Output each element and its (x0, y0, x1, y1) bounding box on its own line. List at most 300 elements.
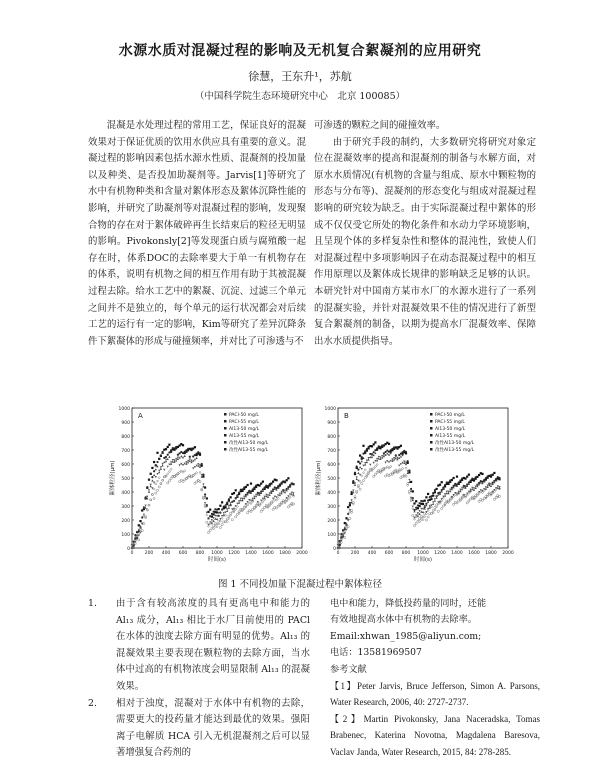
data-point (221, 524, 223, 526)
data-point (425, 496, 427, 498)
data-point (139, 520, 141, 522)
data-point (153, 474, 155, 476)
data-point (371, 445, 373, 447)
data-point (368, 457, 370, 459)
data-point (354, 472, 356, 474)
y-tick-label: 300 (327, 505, 336, 510)
data-point (447, 491, 449, 493)
data-point (150, 473, 152, 475)
data-point (168, 444, 170, 446)
data-point (207, 532, 209, 534)
data-point (184, 470, 186, 472)
data-point (156, 489, 158, 491)
data-point (230, 502, 232, 504)
x-tick-label: 0 (130, 551, 134, 556)
data-point (400, 445, 402, 447)
data-point (487, 475, 489, 477)
data-point (168, 470, 170, 472)
x-tick-label: 1000 (211, 551, 223, 556)
legend-marker (430, 413, 433, 416)
data-point (167, 466, 169, 468)
chart-panel-a (108, 406, 308, 563)
y-tick-label: 900 (327, 421, 336, 426)
data-point (364, 450, 366, 452)
data-point (349, 504, 351, 506)
data-point (277, 497, 279, 499)
data-point (400, 455, 402, 457)
data-point (417, 514, 419, 516)
data-point (386, 460, 388, 462)
data-point (151, 479, 153, 481)
data-point (373, 475, 375, 477)
data-point (267, 494, 269, 496)
data-point (236, 513, 238, 515)
y-tick-label: 500 (327, 477, 336, 482)
paper-title: 水源水质对混凝过程的影响及无机复合絮凝剂的应用研究 (118, 43, 482, 59)
data-point (199, 481, 201, 483)
data-point (187, 448, 189, 450)
data-point (238, 491, 240, 493)
legend-entry: Al13-50 mg/L (435, 427, 466, 432)
data-point (226, 502, 228, 504)
data-point (441, 507, 443, 509)
legend-marker (430, 427, 433, 430)
y-tick-label: 1000 (324, 407, 336, 412)
data-point (459, 489, 461, 491)
left-column (88, 118, 306, 350)
panel-label: A (138, 412, 143, 420)
data-point (398, 454, 400, 456)
data-point (264, 506, 266, 508)
y-tick-label: 100 (327, 533, 336, 538)
references-heading: 参考文献 (330, 663, 367, 675)
data-point (453, 503, 455, 505)
data-point (475, 476, 477, 478)
data-point (490, 483, 492, 485)
x-tick-label: 1200 (228, 551, 240, 556)
data-point (253, 496, 255, 498)
x-tick-label: 400 (161, 551, 171, 556)
data-point (165, 456, 167, 458)
data-point (413, 502, 415, 504)
list-number: 2. (88, 697, 97, 709)
x-tick-label: 800 (401, 551, 411, 556)
data-point (189, 456, 191, 458)
legend-entry: PACl-55 mg/L (435, 420, 465, 425)
data-point (468, 474, 470, 476)
y-tick-label: 700 (121, 449, 130, 454)
data-point (344, 537, 346, 539)
data-point (444, 484, 446, 486)
data-point (470, 479, 472, 481)
data-point (138, 539, 140, 541)
right-paragraph-2: 由于研究手段的制约，大多数研究将研究对象定位在混凝效率的提高和混凝剂的制备与水解方面，对原水水质情况(有机物的含量与组成、原水中颗粒物的形态与分布等)、混凝剂的形态变化与组成对混凝过程影响的研究较为缺乏。由于实际混凝过程中絮体的形成不仅仅受它所处的物化条件和水动力学环境影响，且呈现个体的多样复杂性和整体的混沌性，致使人们对混凝过程中多项影响因子在动态混凝过程中的相互作用原理以及絮体成长规律的影响缺乏足够的认识。本研究针对中国南方某市水厂的水源水进行了一系列的混凝实验，并针对混凝效果不佳的情况进行了新型复合絮凝剂的制备，以期为提高水厂混凝效率、保障出水水质提供指导。 (314, 136, 536, 347)
data-point (434, 498, 436, 500)
data-point (284, 480, 286, 482)
data-point (393, 446, 395, 448)
data-point (473, 478, 475, 480)
data-point (432, 509, 434, 511)
data-point (470, 498, 472, 500)
legend-entry: 改性Al13-50 mg/L (229, 441, 269, 446)
data-point (168, 451, 170, 453)
data-point (410, 500, 412, 502)
x-axis-label: 时间(s) (413, 557, 433, 563)
data-point (361, 483, 363, 485)
data-point (453, 477, 455, 479)
data-point (214, 518, 216, 520)
legend-entry: Al13-55 mg/L (435, 434, 466, 439)
x-tick-label: 1200 (434, 551, 446, 556)
data-point (400, 453, 402, 455)
data-point (219, 505, 221, 507)
data-point (202, 485, 204, 487)
data-point (175, 446, 177, 448)
data-point (402, 451, 404, 453)
data-point (206, 497, 208, 499)
legend-marker (224, 441, 227, 444)
figure-svg (108, 402, 518, 572)
data-point (279, 483, 281, 485)
right-paragraph-1: 可渗透的颗粒之间的碰撞效率。 (314, 120, 446, 131)
data-point (419, 510, 421, 512)
data-point (165, 448, 167, 450)
data-point (352, 490, 354, 492)
data-point (167, 454, 169, 456)
data-point (374, 473, 376, 475)
data-point (292, 483, 294, 485)
data-point (417, 504, 419, 506)
list-item (88, 596, 310, 696)
data-point (221, 501, 223, 503)
data-point (262, 500, 264, 502)
conclusions-list (88, 596, 310, 762)
y-tick-label: 800 (121, 435, 130, 440)
data-point (226, 518, 228, 520)
legend-marker (224, 427, 227, 430)
data-point (184, 455, 186, 457)
data-point (466, 476, 468, 478)
data-point (432, 492, 434, 494)
data-point (235, 516, 237, 518)
data-point (357, 469, 359, 471)
chart-panel-b (314, 406, 514, 563)
data-point (252, 508, 254, 510)
data-point (201, 463, 203, 465)
data-point (432, 501, 434, 503)
data-point (223, 512, 225, 514)
data-point (252, 498, 254, 500)
data-point (265, 494, 267, 496)
data-point (269, 492, 271, 494)
data-point (247, 512, 249, 514)
data-point (247, 484, 249, 486)
data-point (376, 471, 378, 473)
left-paragraph-1: 混凝是水处理过程的常用工艺，保证良好的混凝效果对于保证优质的饮用水供应具有重要的意义。混凝过程的影响因素包括水源水性质、混凝剂的投加量以及种类、是否投加助凝剂等。Jarvis[1]等研究了水中有机物种类和含量对絮体形态及絮体沉降性能的影响，并研究了助凝剂等对混凝过程的影响，发现聚合物的存在对于絮体破碎再生长结束后的粒径无明显的影响。Pivokonsly[2]等发现蛋白质与腐殖酸一起存在时，体系DOC的去除率要大于单一有机物存在的体系，说明有机物之间的相互作用有助于其被混凝过程去除。给水工艺中的絮凝、沉淀、过滤三个单元之间并不是独立的，每个单元的运行状况都会对后续工艺的运行有一定的影响，Kim等研究了差异沉降条件下絮凝体的形成与碰撞频率，并对比了可渗透与不 (88, 120, 306, 347)
x-tick-label: 1400 (451, 551, 463, 556)
legend-entry: 改性Al13-55 mg/L (229, 448, 269, 453)
data-point (211, 521, 213, 523)
x-tick-label: 0 (336, 551, 340, 556)
data-point (167, 446, 169, 448)
legend-marker (430, 448, 433, 451)
data-point (182, 452, 184, 454)
data-point (162, 451, 164, 453)
y-tick-label: 400 (327, 491, 336, 496)
data-point (216, 511, 218, 513)
data-point (250, 483, 252, 485)
right-column (314, 118, 536, 350)
data-point (162, 463, 164, 465)
legend-entry: Al13-55 mg/L (229, 434, 260, 439)
data-point (373, 443, 375, 445)
data-point (284, 490, 286, 492)
data-point (248, 499, 250, 501)
data-point (238, 500, 240, 502)
legend-marker (224, 448, 227, 451)
data-point (427, 516, 429, 518)
y-tick-label: 0 (333, 547, 336, 552)
data-point (368, 446, 370, 448)
data-point (156, 473, 158, 475)
data-point (167, 473, 169, 475)
data-point (405, 467, 407, 469)
y-tick-label: 600 (327, 463, 336, 468)
data-point (417, 520, 419, 522)
right-column-lower (330, 596, 540, 760)
data-point (260, 483, 262, 485)
data-point (385, 451, 387, 453)
data-point (356, 476, 358, 478)
data-point (356, 465, 358, 467)
x-tick-label: 200 (350, 551, 360, 556)
data-point (224, 511, 226, 513)
data-point (352, 480, 354, 482)
legend-entry: PACl-50 mg/L (229, 413, 259, 418)
x-tick-label: 2000 (502, 551, 514, 556)
data-point (344, 522, 346, 524)
data-point (167, 482, 169, 484)
data-point (434, 507, 436, 509)
data-point (364, 462, 366, 464)
data-point (236, 503, 238, 505)
data-point (422, 503, 424, 505)
continued-text-1: 电中和能力，降低投药量的同时，还能 (330, 598, 487, 609)
data-point (361, 475, 363, 477)
data-point (206, 521, 208, 523)
data-point (385, 462, 387, 464)
data-point (182, 464, 184, 466)
data-point (398, 465, 400, 467)
data-point (145, 496, 147, 498)
data-point (287, 506, 289, 508)
data-point (422, 500, 424, 502)
data-point (173, 447, 175, 449)
data-point (400, 463, 402, 465)
data-point (209, 529, 211, 531)
data-point (185, 449, 187, 451)
x-tick-label: 1000 (417, 551, 429, 556)
data-point (228, 498, 230, 500)
y-tick-label: 900 (121, 421, 130, 426)
legend-marker (430, 420, 433, 423)
data-point (415, 522, 417, 524)
x-tick-label: 200 (144, 551, 154, 556)
data-point (236, 505, 238, 507)
data-point (221, 517, 223, 519)
data-point (415, 500, 417, 502)
continued-text-2: 有效地提高水体中有机物的去除率。 (330, 614, 477, 626)
data-point (413, 525, 415, 527)
data-point (461, 487, 463, 489)
data-point (235, 489, 237, 491)
data-point (434, 489, 436, 491)
y-tick-label: 600 (121, 463, 130, 468)
data-point (381, 444, 383, 446)
reference-1: 【1】Peter Jarvis, Bruce Jefferson, Simon A. Parsons, Water Research, 2006, 40: 2727-2737. (330, 681, 540, 708)
data-point (378, 456, 380, 458)
data-point (366, 460, 368, 462)
y-tick-label: 1000 (118, 407, 130, 412)
y-tick-label: 500 (121, 477, 130, 482)
data-point (196, 453, 198, 455)
data-point (458, 500, 460, 502)
data-point (388, 443, 390, 445)
data-point (272, 481, 274, 483)
data-point (148, 489, 150, 491)
data-point (228, 515, 230, 517)
data-point (498, 477, 500, 479)
y-tick-label: 700 (327, 449, 336, 454)
data-point (374, 465, 376, 467)
data-point (228, 505, 230, 507)
data-point (153, 461, 155, 463)
y-tick-label: 300 (121, 505, 130, 510)
x-tick-label: 1600 (468, 551, 480, 556)
data-point (202, 483, 204, 485)
x-tick-label: 1800 (279, 551, 291, 556)
data-point (160, 466, 162, 468)
data-point (361, 456, 363, 458)
data-point (226, 508, 228, 510)
data-point (351, 491, 353, 493)
data-point (422, 511, 424, 513)
data-point (219, 526, 221, 528)
data-point (362, 453, 364, 455)
data-point (362, 445, 364, 447)
data-point (459, 479, 461, 481)
data-point (427, 493, 429, 495)
data-point (158, 486, 160, 488)
data-point (213, 517, 215, 519)
data-point (241, 488, 243, 490)
y-axis-label: 絮体粒径(μm) (316, 460, 322, 496)
data-point (493, 472, 495, 474)
data-point (148, 479, 150, 481)
x-tick-label: 2000 (296, 551, 308, 556)
data-point (425, 519, 427, 521)
data-point (155, 492, 157, 494)
legend-marker (430, 441, 433, 444)
data-point (419, 502, 421, 504)
y-axis-label: 絮体粒径(μm) (110, 460, 116, 496)
data-point (364, 477, 366, 479)
data-point (180, 463, 182, 465)
data-point (141, 530, 143, 532)
data-point (155, 483, 157, 485)
data-point (351, 499, 353, 501)
data-point (252, 488, 254, 490)
data-point (145, 505, 147, 507)
x-tick-label: 600 (178, 551, 188, 556)
y-tick-label: 0 (127, 547, 130, 552)
data-point (376, 458, 378, 460)
x-tick-label: 1600 (262, 551, 274, 556)
data-point (213, 511, 215, 513)
data-point (437, 510, 439, 512)
data-point (194, 466, 196, 468)
legend-marker (224, 413, 227, 416)
data-point (490, 474, 492, 476)
data-point (442, 505, 444, 507)
data-point (456, 476, 458, 478)
legend-entry: 改性Al13-50 mg/L (435, 441, 475, 446)
data-point (408, 479, 410, 481)
data-point (264, 486, 266, 488)
data-point (478, 500, 480, 502)
legend-entry: PACl-50 mg/L (435, 413, 465, 418)
figure-1 (108, 402, 518, 572)
data-point (292, 492, 294, 494)
data-point (211, 527, 213, 529)
data-point (374, 460, 376, 462)
data-point (196, 457, 198, 459)
data-point (262, 508, 264, 510)
data-point (138, 524, 140, 526)
data-point (281, 482, 283, 484)
data-point (473, 487, 475, 489)
data-point (258, 484, 260, 486)
data-point (158, 477, 160, 479)
data-point (287, 477, 289, 479)
x-axis-label: 时间(s) (207, 557, 227, 563)
phone-line: 电话：13581969507 (330, 647, 422, 659)
list-item-text: 由于含有较高浓度的具有更高电中和能力的 Al₁₃ 成分，Al₁₃ 相比于水厂目前使用的 PACl 在水体的浊度去除方面有明显的优势。Al₁₃ 的混凝效果主要表现在颗粒物的去除方面，当水体中过高的有机物浓度会明显限制 Al₁₃ 的混凝效果。 (116, 598, 310, 692)
data-point (359, 480, 361, 482)
data-point (357, 461, 359, 463)
data-point (196, 472, 198, 474)
data-point (441, 481, 443, 483)
data-point (267, 485, 269, 487)
data-point (481, 473, 483, 475)
y-tick-label: 800 (327, 435, 336, 440)
data-point (464, 477, 466, 479)
data-point (209, 509, 211, 511)
list-item (88, 696, 310, 762)
data-point (189, 458, 191, 460)
data-point (150, 484, 152, 486)
data-point (444, 493, 446, 495)
data-point (468, 492, 470, 494)
plot-frame (338, 408, 508, 548)
data-point (170, 477, 172, 479)
data-point (209, 523, 211, 525)
data-point (407, 460, 409, 462)
data-point (158, 458, 160, 460)
data-point (415, 516, 417, 518)
data-point (362, 465, 364, 467)
legend-entry: 改性Al13-55 mg/L (435, 448, 475, 453)
